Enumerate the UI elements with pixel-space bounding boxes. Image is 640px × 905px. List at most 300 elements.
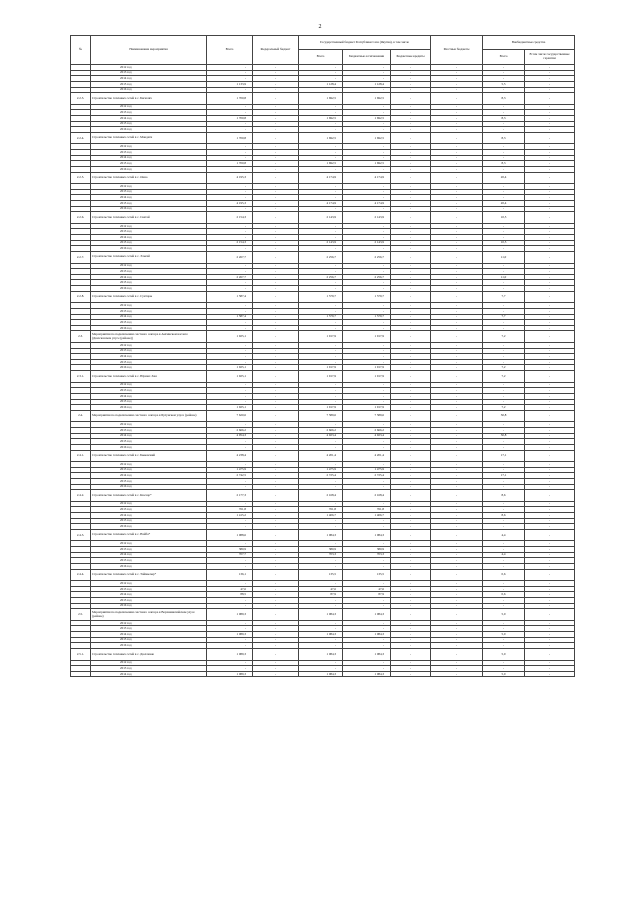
- cell-local: -: [431, 541, 483, 547]
- cell-state-total: 1 084,3: [299, 529, 343, 541]
- cell-federal: -: [253, 643, 299, 649]
- cell-total: 1 587,4: [207, 314, 253, 320]
- cell-local: -: [431, 110, 483, 116]
- cell-state-credit: -: [391, 115, 431, 121]
- cell-extra-total: 11,0: [483, 252, 525, 264]
- cell-state-credit: -: [391, 172, 431, 184]
- cell-federal: -: [253, 132, 299, 144]
- cell-state-alloc: -: [343, 127, 391, 133]
- row-name: 2015 год: [91, 201, 207, 207]
- cell-total: -: [207, 308, 253, 314]
- cell-total: -: [207, 303, 253, 309]
- year-row: [71, 671, 575, 677]
- cell-state-alloc: 2 168,4: [343, 490, 391, 502]
- header-state-credit: Бюджетные кредиты: [391, 50, 431, 65]
- cell-local: -: [431, 518, 483, 524]
- cell-extra-state: -: [525, 246, 575, 252]
- section-row: [71, 252, 575, 264]
- cell-local: -: [431, 320, 483, 326]
- cell-extra-total: 5,5: [483, 81, 525, 87]
- cell-local: -: [431, 598, 483, 604]
- header-extra-state: В том числе государственные гарантии: [525, 50, 575, 65]
- cell-extra-total: -: [483, 541, 525, 547]
- row-name: 2014 год: [91, 76, 207, 82]
- cell-total: -: [207, 581, 253, 587]
- cell-state-alloc: -: [343, 484, 391, 490]
- cell-federal: -: [253, 524, 299, 530]
- cell-state-credit: -: [391, 592, 431, 598]
- cell-total: -: [207, 439, 253, 445]
- cell-state-total: -: [299, 229, 343, 235]
- cell-extra-total: 20,4: [483, 201, 525, 207]
- cell-local: -: [431, 269, 483, 275]
- cell-total: -: [207, 269, 253, 275]
- cell-local: -: [431, 201, 483, 207]
- cell-federal: -: [253, 649, 299, 661]
- cell-total: -: [207, 484, 253, 490]
- cell-extra-total: 4,4: [483, 552, 525, 558]
- cell-federal: -: [253, 433, 299, 439]
- cell-extra-total: -: [483, 70, 525, 76]
- cell-state-alloc: 135,5: [343, 569, 391, 581]
- cell-state-total: -: [299, 603, 343, 609]
- cell-federal: -: [253, 462, 299, 468]
- cell-federal: -: [253, 592, 299, 598]
- cell-state-credit: -: [391, 513, 431, 519]
- cell-total: -: [207, 541, 253, 547]
- cell-state-total: -: [299, 501, 343, 507]
- cell-federal: -: [253, 382, 299, 388]
- cell-extra-total: -: [483, 127, 525, 133]
- cell-state-alloc: -: [343, 399, 391, 405]
- cell-extra-total: 7,2: [483, 405, 525, 411]
- cell-federal: -: [253, 620, 299, 626]
- cell-state-total: -: [299, 478, 343, 484]
- row-name: 2012 год: [91, 422, 207, 428]
- row-name: 2015 год: [91, 81, 207, 87]
- cell-state-credit: -: [391, 303, 431, 309]
- cell-extra-total: -: [483, 342, 525, 348]
- cell-extra-total: -: [483, 308, 525, 314]
- cell-state-alloc: -: [343, 643, 391, 649]
- row-name: 2012 год: [91, 263, 207, 269]
- cell-extra-total: -: [483, 598, 525, 604]
- cell-state-credit: -: [391, 155, 431, 161]
- cell-total: 761,8: [207, 507, 253, 513]
- cell-state-alloc: 1 084,3: [343, 529, 391, 541]
- cell-state-alloc: -: [343, 104, 391, 110]
- cell-total: -: [207, 229, 253, 235]
- row-name: 2014 год: [91, 473, 207, 479]
- cell-state-credit: -: [391, 93, 431, 105]
- cell-local: -: [431, 603, 483, 609]
- cell-state-credit: -: [391, 467, 431, 473]
- cell-state-alloc: 4 174,9: [343, 201, 391, 207]
- row-number: 2.4.: [71, 410, 91, 422]
- cell-extra-total: 11,0: [483, 274, 525, 280]
- row-name: 2013 год: [91, 626, 207, 632]
- cell-state-credit: -: [391, 620, 431, 626]
- cell-extra-state: -: [525, 303, 575, 309]
- cell-local: -: [431, 235, 483, 241]
- cell-federal: -: [253, 393, 299, 399]
- cell-state-total: -: [299, 518, 343, 524]
- cell-extra-total: 8,3: [483, 161, 525, 167]
- cell-local: -: [431, 422, 483, 428]
- cell-extra-state: -: [525, 484, 575, 490]
- section-row: [71, 410, 575, 422]
- cell-state-alloc: -: [343, 603, 391, 609]
- cell-extra-total: -: [483, 354, 525, 360]
- section-row: [71, 450, 575, 462]
- cell-state-alloc: -: [343, 246, 391, 252]
- cell-state-total: -: [299, 382, 343, 388]
- cell-state-total: -: [299, 354, 343, 360]
- cell-state-alloc: -: [343, 637, 391, 643]
- cell-extra-state: -: [525, 274, 575, 280]
- cell-total: -: [207, 643, 253, 649]
- cell-state-total: -: [299, 110, 343, 116]
- cell-federal: -: [253, 513, 299, 519]
- cell-extra-total: 7,7: [483, 291, 525, 303]
- row-number: 2.2.5.: [71, 172, 91, 184]
- cell-local: -: [431, 246, 483, 252]
- cell-state-credit: -: [391, 325, 431, 331]
- cell-federal: -: [253, 121, 299, 127]
- cell-federal: -: [253, 206, 299, 212]
- cell-total: 1 700,8: [207, 161, 253, 167]
- cell-state-alloc: -: [343, 558, 391, 564]
- cell-total: -: [207, 104, 253, 110]
- cell-state-alloc: 1 692,5: [343, 115, 391, 121]
- header-federal: Федеральный бюджет: [253, 36, 299, 65]
- cell-state-total: -: [299, 65, 343, 71]
- cell-state-credit: -: [391, 598, 431, 604]
- cell-state-credit: -: [391, 274, 431, 280]
- cell-state-credit: -: [391, 314, 431, 320]
- cell-federal: -: [253, 529, 299, 541]
- cell-federal: -: [253, 603, 299, 609]
- section-row: [71, 291, 575, 303]
- cell-state-credit: -: [391, 643, 431, 649]
- cell-state-total: -: [299, 223, 343, 229]
- cell-total: -: [207, 666, 253, 672]
- cell-extra-state: -: [525, 552, 575, 558]
- cell-state-total: 1 692,5: [299, 161, 343, 167]
- cell-extra-total: -: [483, 280, 525, 286]
- cell-state-credit: -: [391, 121, 431, 127]
- header-local: Местные бюджеты: [431, 36, 483, 65]
- row-name: Строительство тепловых сетей в с. Сунтары: [91, 291, 207, 303]
- cell-federal: -: [253, 76, 299, 82]
- cell-federal: -: [253, 240, 299, 246]
- cell-state-credit: -: [391, 365, 431, 371]
- cell-total: -: [207, 286, 253, 292]
- cell-state-total: -: [299, 564, 343, 570]
- cell-federal: -: [253, 671, 299, 677]
- cell-extra-total: -: [483, 564, 525, 570]
- cell-state-credit: -: [391, 666, 431, 672]
- row-name: 2014 год: [91, 592, 207, 598]
- cell-total: 1 089,3: [207, 649, 253, 661]
- cell-extra-state: -: [525, 166, 575, 172]
- cell-local: -: [431, 371, 483, 383]
- cell-local: -: [431, 274, 483, 280]
- cell-extra-state: -: [525, 433, 575, 439]
- cell-total: -: [207, 348, 253, 354]
- cell-local: -: [431, 286, 483, 292]
- cell-state-total: 1 692,5: [299, 93, 343, 105]
- cell-extra-total: 0,6: [483, 592, 525, 598]
- cell-local: -: [431, 223, 483, 229]
- cell-local: -: [431, 558, 483, 564]
- cell-local: -: [431, 76, 483, 82]
- cell-extra-total: -: [483, 422, 525, 428]
- cell-state-alloc: 2 256,7: [343, 252, 391, 264]
- cell-state-alloc: -: [343, 70, 391, 76]
- cell-state-alloc: -: [343, 541, 391, 547]
- cell-state-credit: -: [391, 405, 431, 411]
- cell-state-alloc: -: [343, 195, 391, 201]
- cell-federal: -: [253, 507, 299, 513]
- cell-state-credit: -: [391, 490, 431, 502]
- cell-local: -: [431, 637, 483, 643]
- cell-state-credit: -: [391, 81, 431, 87]
- row-number: 2.2.4.: [71, 132, 91, 144]
- cell-extra-state: -: [525, 70, 575, 76]
- cell-extra-total: -: [483, 393, 525, 399]
- table-body: [71, 65, 575, 677]
- cell-extra-state: -: [525, 144, 575, 150]
- cell-state-alloc: 1 084,3: [343, 649, 391, 661]
- cell-state-alloc: 4 201,4: [343, 450, 391, 462]
- cell-state-total: -: [299, 104, 343, 110]
- cell-state-credit: -: [391, 552, 431, 558]
- cell-state-credit: -: [391, 399, 431, 405]
- cell-extra-total: -: [483, 206, 525, 212]
- cell-total: 2 666,2: [207, 427, 253, 433]
- row-name: 2013 год: [91, 586, 207, 592]
- cell-state-alloc: -: [343, 303, 391, 309]
- cell-extra-total: -: [483, 484, 525, 490]
- cell-state-alloc: -: [343, 155, 391, 161]
- row-name: Мероприятия по подключению частного сектора в Верхневилюйском улусе (районе): [91, 609, 207, 621]
- cell-state-alloc: -: [343, 87, 391, 93]
- cell-federal: -: [253, 246, 299, 252]
- cell-total: -: [207, 598, 253, 604]
- cell-extra-state: -: [525, 586, 575, 592]
- cell-state-credit: -: [391, 132, 431, 144]
- cell-extra-total: 10,5: [483, 240, 525, 246]
- cell-state-alloc: 380,9: [343, 547, 391, 553]
- cell-local: -: [431, 195, 483, 201]
- cell-state-alloc: -: [343, 388, 391, 394]
- cell-extra-state: -: [525, 558, 575, 564]
- row-name: 2015 год: [91, 240, 207, 246]
- cell-local: -: [431, 388, 483, 394]
- cell-state-total: -: [299, 359, 343, 365]
- cell-local: -: [431, 93, 483, 105]
- cell-total: -: [207, 564, 253, 570]
- cell-total: -: [207, 603, 253, 609]
- cell-state-credit: -: [391, 382, 431, 388]
- header-state-total: Всего: [299, 50, 343, 65]
- cell-extra-state: -: [525, 65, 575, 71]
- cell-extra-state: -: [525, 382, 575, 388]
- cell-extra-total: -: [483, 643, 525, 649]
- row-name: 2012 год: [91, 581, 207, 587]
- cell-federal: -: [253, 354, 299, 360]
- cell-total: -: [207, 184, 253, 190]
- row-name: 2015 год: [91, 399, 207, 405]
- cell-state-credit: -: [391, 240, 431, 246]
- cell-state-total: -: [299, 121, 343, 127]
- cell-extra-total: 0,6: [483, 569, 525, 581]
- cell-total: 1 925,1: [207, 331, 253, 343]
- cell-state-total: 87,9: [299, 592, 343, 598]
- cell-total: -: [207, 70, 253, 76]
- cell-state-alloc: -: [343, 166, 391, 172]
- cell-total: -: [207, 110, 253, 116]
- cell-local: -: [431, 620, 483, 626]
- cell-federal: -: [253, 110, 299, 116]
- cell-extra-state: -: [525, 592, 575, 598]
- cell-extra-total: 7,2: [483, 365, 525, 371]
- cell-local: -: [431, 529, 483, 541]
- header-num: №: [71, 36, 91, 65]
- header-name: Наименование мероприятия: [91, 36, 207, 65]
- cell-local: -: [431, 626, 483, 632]
- cell-state-alloc: -: [343, 581, 391, 587]
- cell-extra-total: -: [483, 286, 525, 292]
- cell-extra-state: -: [525, 110, 575, 116]
- cell-federal: -: [253, 115, 299, 121]
- cell-federal: -: [253, 280, 299, 286]
- cell-state-credit: -: [391, 660, 431, 666]
- cell-extra-state: -: [525, 598, 575, 604]
- cell-state-credit: -: [391, 444, 431, 450]
- cell-total: -: [207, 121, 253, 127]
- section-row: [71, 529, 575, 541]
- cell-extra-state: -: [525, 513, 575, 519]
- cell-local: -: [431, 410, 483, 422]
- cell-state-credit: -: [391, 229, 431, 235]
- cell-state-alloc: 1 084,3: [343, 632, 391, 638]
- cell-extra-total: -: [483, 223, 525, 229]
- row-name: 2013 год: [91, 189, 207, 195]
- cell-state-alloc: -: [343, 189, 391, 195]
- cell-state-credit: -: [391, 331, 431, 343]
- cell-extra-total: -: [483, 547, 525, 553]
- cell-extra-state: -: [525, 450, 575, 462]
- row-name: 2015 год: [91, 320, 207, 326]
- cell-state-total: -: [299, 320, 343, 326]
- cell-local: -: [431, 666, 483, 672]
- cell-state-credit: -: [391, 359, 431, 365]
- cell-extra-total: 5,0: [483, 609, 525, 621]
- cell-federal: -: [253, 558, 299, 564]
- cell-state-total: -: [299, 87, 343, 93]
- cell-state-alloc: 2 143,9: [343, 212, 391, 224]
- cell-federal: -: [253, 666, 299, 672]
- cell-total: -: [207, 518, 253, 524]
- cell-total: 2 154,3: [207, 240, 253, 246]
- cell-local: -: [431, 280, 483, 286]
- row-name: 2012 год: [91, 660, 207, 666]
- cell-federal: -: [253, 552, 299, 558]
- cell-federal: -: [253, 342, 299, 348]
- cell-local: -: [431, 331, 483, 343]
- cell-extra-total: -: [483, 444, 525, 450]
- section-row: [71, 132, 575, 144]
- cell-extra-total: -: [483, 518, 525, 524]
- cell-total: 1 088,6: [207, 529, 253, 541]
- cell-state-alloc: -: [343, 235, 391, 241]
- cell-state-credit: -: [391, 342, 431, 348]
- cell-total: 1 700,8: [207, 132, 253, 144]
- cell-state-credit: -: [391, 439, 431, 445]
- cell-extra-state: -: [525, 405, 575, 411]
- cell-extra-state: -: [525, 637, 575, 643]
- cell-extra-total: -: [483, 581, 525, 587]
- row-name: 2013 год: [91, 150, 207, 156]
- cell-federal: -: [253, 161, 299, 167]
- cell-extra-state: -: [525, 76, 575, 82]
- cell-extra-state: -: [525, 320, 575, 326]
- cell-extra-total: 8,3: [483, 93, 525, 105]
- cell-total: -: [207, 76, 253, 82]
- cell-state-total: -: [299, 235, 343, 241]
- cell-extra-total: -: [483, 507, 525, 513]
- section-row: [71, 569, 575, 581]
- cell-state-credit: -: [391, 507, 431, 513]
- cell-total: -: [207, 524, 253, 530]
- cell-extra-state: -: [525, 564, 575, 570]
- cell-local: -: [431, 303, 483, 309]
- cell-state-credit: -: [391, 422, 431, 428]
- cell-state-alloc: -: [343, 501, 391, 507]
- row-name: 2016 год: [91, 564, 207, 570]
- row-name: 2014 год: [91, 513, 207, 519]
- cell-state-credit: -: [391, 558, 431, 564]
- row-name: Строительство тепловых сетей в с. Мандаги: [91, 132, 207, 144]
- cell-state-credit: -: [391, 649, 431, 661]
- cell-total: 1 133,9: [207, 81, 253, 87]
- cell-extra-state: -: [525, 240, 575, 246]
- cell-state-total: 1 917,9: [299, 331, 343, 343]
- cell-state-credit: -: [391, 354, 431, 360]
- cell-local: -: [431, 671, 483, 677]
- cell-local: -: [431, 660, 483, 666]
- cell-state-total: -: [299, 348, 343, 354]
- cell-total: -: [207, 558, 253, 564]
- cell-state-credit: -: [391, 637, 431, 643]
- cell-state-total: -: [299, 620, 343, 626]
- budget-table: [70, 35, 575, 677]
- cell-federal: -: [253, 81, 299, 87]
- row-name: 2015 год: [91, 558, 207, 564]
- header-state-group: Государственный бюджет Республики Саха (Якутия), в том числе: [299, 36, 431, 50]
- cell-total: 380,9: [207, 547, 253, 553]
- cell-local: -: [431, 569, 483, 581]
- cell-federal: -: [253, 405, 299, 411]
- cell-state-alloc: 1 692,5: [343, 132, 391, 144]
- cell-federal: -: [253, 439, 299, 445]
- cell-extra-state: -: [525, 660, 575, 666]
- cell-state-credit: -: [391, 564, 431, 570]
- cell-state-credit: -: [391, 586, 431, 592]
- cell-total: 4 954,3: [207, 433, 253, 439]
